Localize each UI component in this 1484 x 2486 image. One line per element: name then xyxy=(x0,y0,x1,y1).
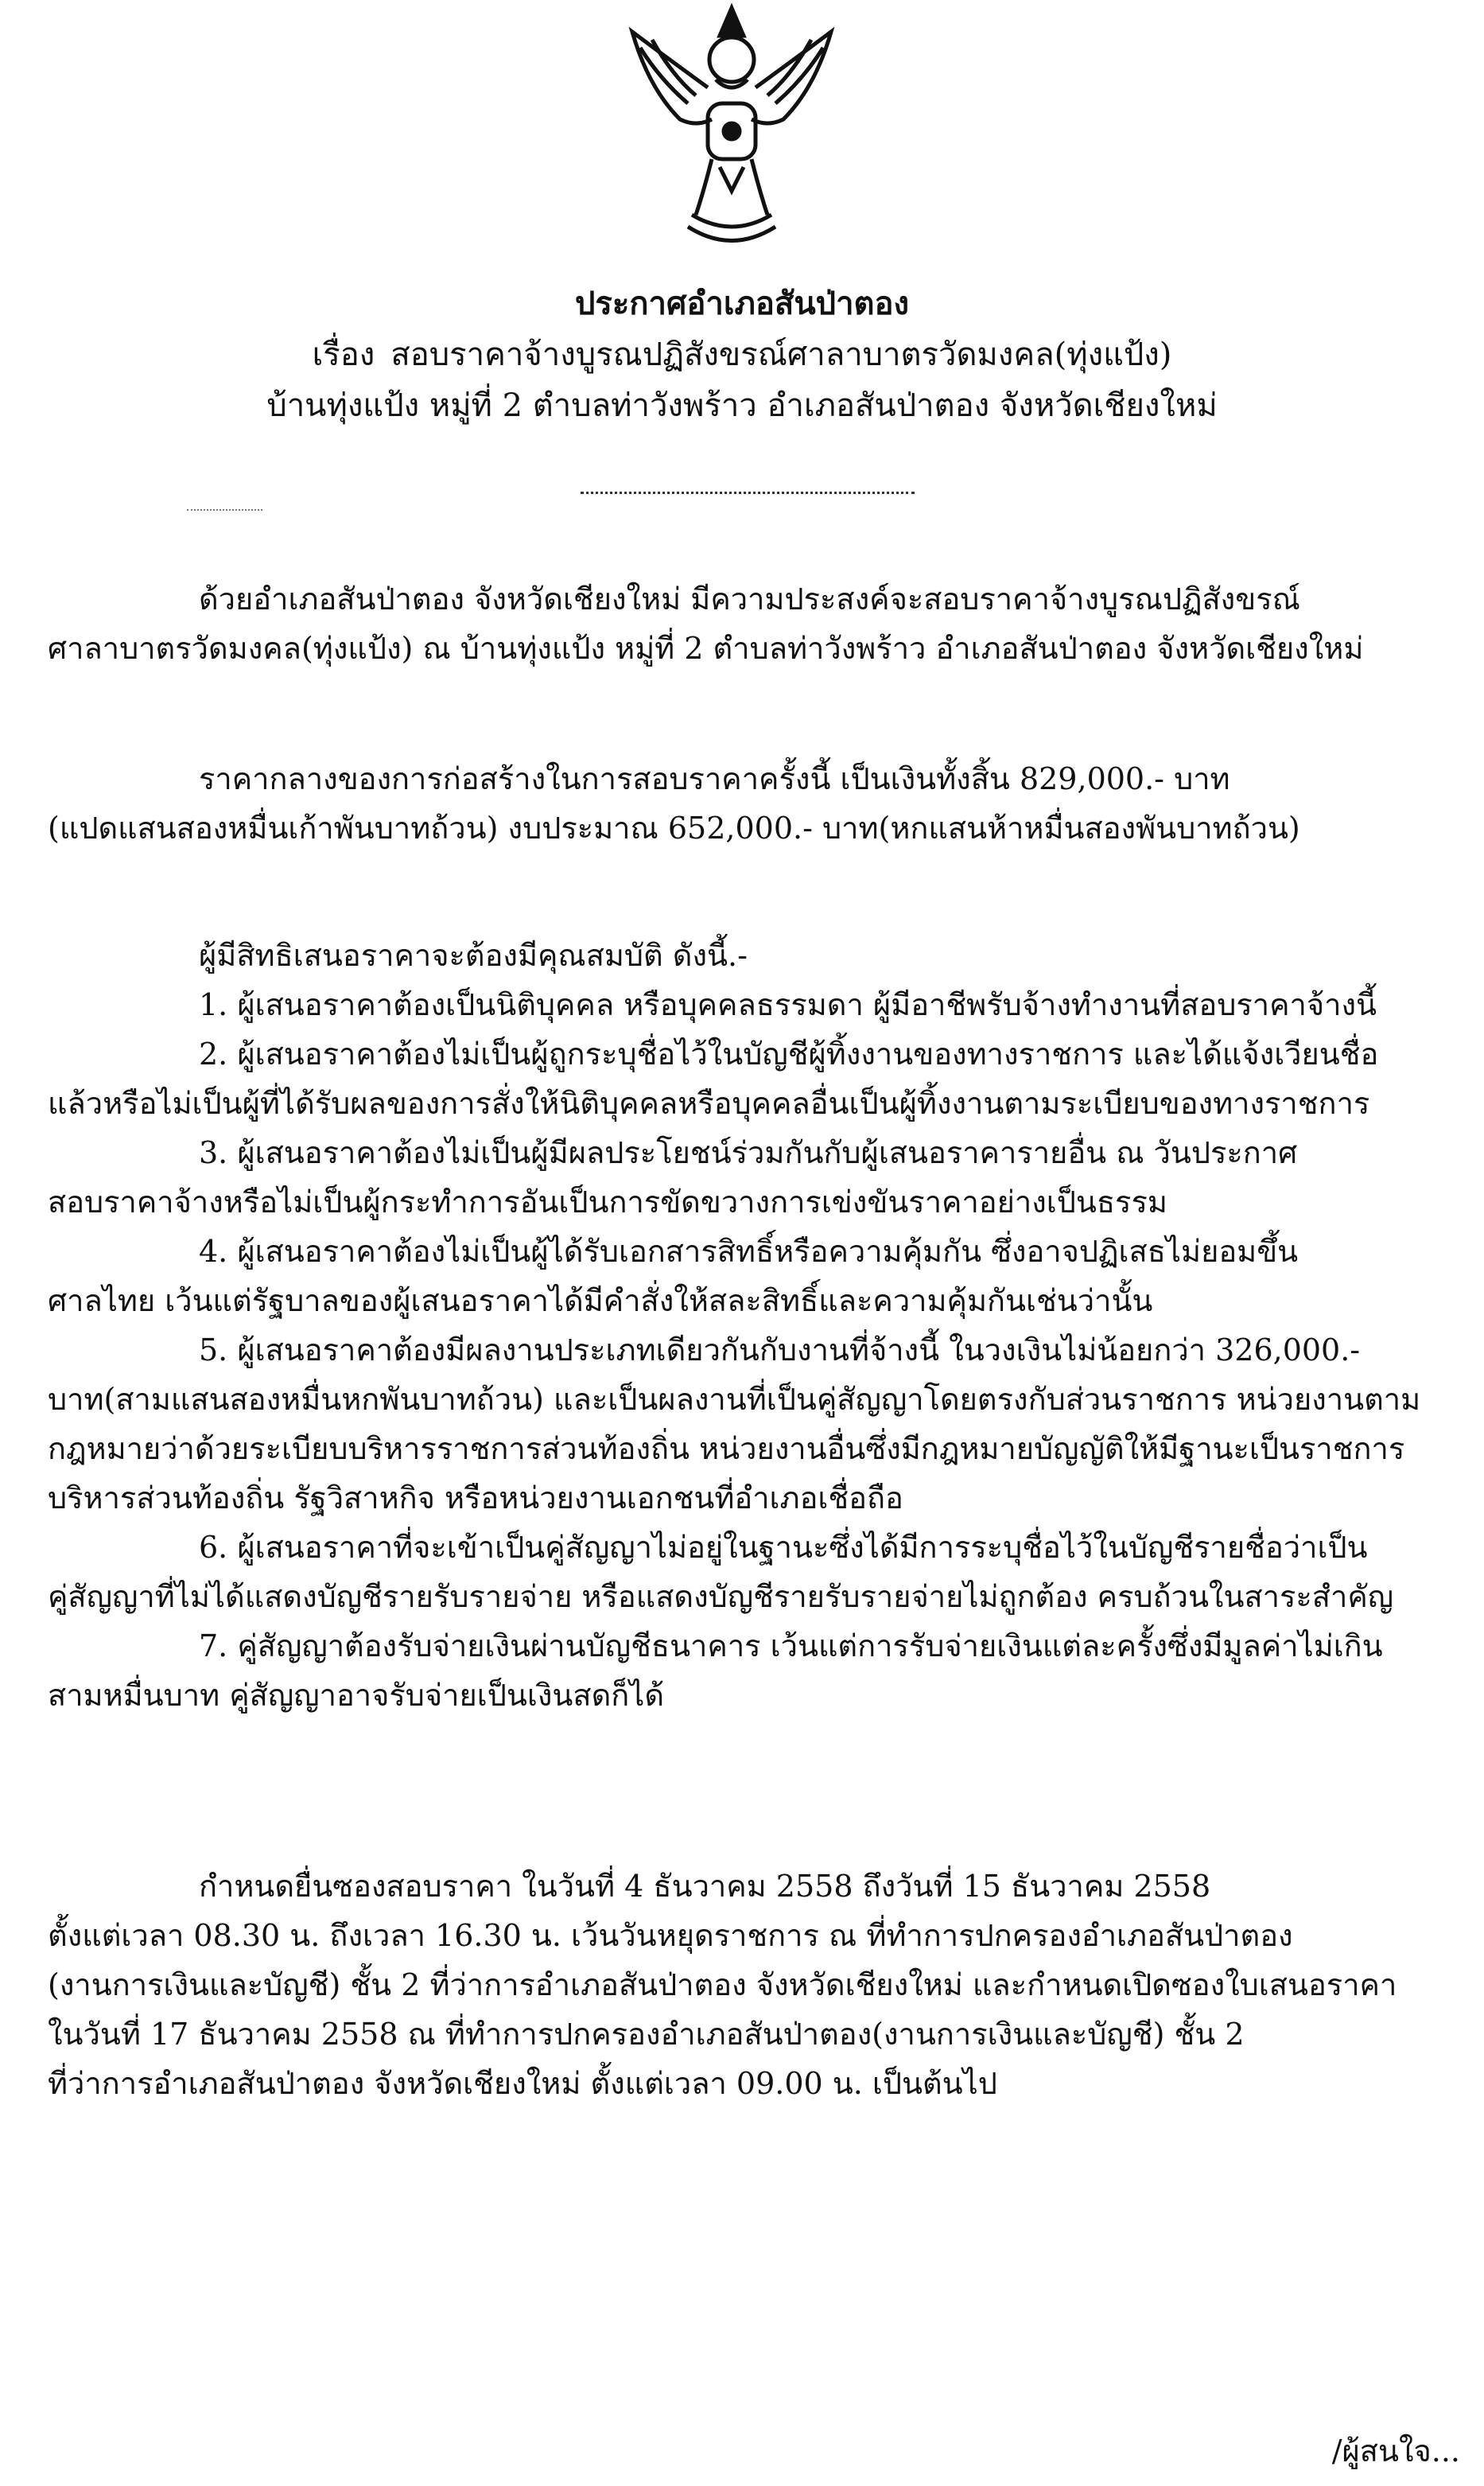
intro-line: ด้วยอำเภอสันป่าตอง จังหวัดเชียงใหม่ มีความประสงค์จะสอบราคาจ้างบูรณปฏิสังขรณ์ xyxy=(199,582,1300,617)
intro-line: ศาลาบาตรวัดมงคล(ทุ่งแป้ง) ณ บ้านทุ่งแป้ง หมู่ที่ 2 ตำบลท่าวังพร้าว อำเภอสันป่าตอง จังหวัดเชียงใหม่ xyxy=(48,631,1364,666)
qualifications-heading: ผู้มีสิทธิเสนอราคาจะต้องมีคุณสมบัติ ดังนี้.- xyxy=(199,938,748,973)
schedule-line: ในวันที่ 17 ธันวาคม 2558 ณ ที่ทำการปกครองอำเภอสันป่าตอง(งานการเงินและบัญชี) ชั้น 2 xyxy=(48,2017,1245,2052)
qualification-item-cont: คู่สัญญาที่ไม่ได้แสดงบัญชีรายรับรายจ่าย หรือแสดงบัญชีรายรับรายจ่ายไม่ถูกต้อง ครบถ้วนในสาระสำคัญ xyxy=(48,1579,1394,1614)
garuda-emblem xyxy=(616,0,847,259)
title-block xyxy=(0,278,1484,431)
subject-location: บ้านทุ่งแป้ง หมู่ที่ 2 ตำบลท่าวังพร้าว อำเภอสันป่าตอง จังหวัดเชียงใหม่ xyxy=(266,387,1218,424)
page-title: ประกาศอำเภอสันป่าตอง xyxy=(574,285,910,322)
qualification-item-cont: แล้วหรือไม่เป็นผู้ที่ได้รับผลของการสั่งให้นิติบุคคลหรือบุคคลอื่นเป็นผู้ทิ้งงานตามระเบียบของทางราชการ xyxy=(48,1086,1370,1121)
qualification-item: 6. ผู้เสนอราคาที่จะเข้าเป็นคู่สัญญาไม่อยู่ในฐานะซึ่งได้มีการระบุชื่อไว้ในบัญชีรายชื่อว่าเป็น xyxy=(199,1530,1368,1565)
price-line: ราคากลางของการก่อสร้างในการสอบราคาครั้งนี้ เป็นเงินทั้งสิ้น 829,000.- บาท xyxy=(199,761,1230,796)
price-line: (แปดแสนสองหมื่นเก้าพันบาทถ้วน) งบประมาณ 652,000.- บาท(หกแสนห้าหมื่นสองพันบาทถ้วน) xyxy=(48,811,1300,846)
schedule-paragraph xyxy=(48,1862,1455,2108)
qualification-item-cont: บาท(สามแสนสองหมื่นหกพันบาทถ้วน) และเป็นผลงานที่เป็นคู่สัญญาโดยตรงกับส่วนราชการ หน่วยงานตาม xyxy=(48,1382,1421,1417)
intro-paragraph xyxy=(48,574,1455,673)
schedule-line: (งานการเงินและบัญชี) ชั้น 2 ที่ว่าการอำเภอสันป่าตอง จังหวัดเชียงใหม่ และกำหนดเปิดซองใบเสนอราคา xyxy=(48,1967,1397,2002)
qualification-item: 2. ผู้เสนอราคาต้องไม่เป็นผู้ถูกระบุชื่อไว้ในบัญชีผู้ทิ้งงานของทางราชการ และได้แจ้งเวียนชื่อ xyxy=(199,1037,1379,1072)
qualification-item-cont: ศาลไทย เว้นแต่รัฐบาลของผู้เสนอราคาได้มีคำสั่งให้สละสิทธิ์และความคุ้มกันเช่นว่านั้น xyxy=(48,1283,1153,1318)
qualification-item: 5. ผู้เสนอราคาต้องมีผลงานประเภทเดียวกันกับงานที่จ้างนี้ ในวงเงินไม่น้อยกว่า 326,000.- xyxy=(199,1332,1361,1367)
qualifications-section xyxy=(48,931,1455,1720)
schedule-line: กำหนดยื่นซองสอบราคา ในวันที่ 4 ธันวาคม 2558 ถึงวันที่ 15 ธันวาคม 2558 xyxy=(199,1869,1211,1904)
dotted-divider xyxy=(581,492,915,494)
schedule-line: ที่ว่าการอำเภอสันป่าตอง จังหวัดเชียงใหม่ ตั้งแต่เวลา 09.00 น. เป็นต้นไป xyxy=(48,2066,997,2101)
subject-label: เรื่อง xyxy=(312,337,375,373)
qualification-item-cont: บริหารส่วนท้องถิ่น รัฐวิสาหกิจ หรือหน่วยงานเอกชนที่อำเภอเชื่อถือ xyxy=(48,1480,903,1515)
subject-text: สอบราคาจ้างบูรณปฏิสังขรณ์ศาลาบาตรวัดมงคล(ทุ่งแป้ง) xyxy=(390,337,1172,373)
schedule-line: ตั้งแต่เวลา 08.30 น. ถึงเวลา 16.30 น. เว้นวันหยุดราชการ ณ ที่ทำการปกครองอำเภอสันป่าตอง xyxy=(48,1918,1293,1953)
qualification-item-cont: กฎหมายว่าด้วยระเบียบบริหารราชการส่วนท้องถิ่น หน่วยงานอื่นซึ่งมีกฎหมายบัญญัติให้มีฐานะเป็นราชการ xyxy=(48,1431,1405,1466)
price-paragraph xyxy=(48,754,1455,853)
continuation-note: /ผู้สนใจ... xyxy=(1331,2433,1460,2468)
qualification-item: 3. ผู้เสนอราคาต้องไม่เป็นผู้มีผลประโยชน์ร่วมกันกับผู้เสนอราคารายอื่น ณ วันประกาศ xyxy=(199,1135,1298,1170)
subject-line xyxy=(0,329,1484,380)
qualification-item: 4. ผู้เสนอราคาต้องไม่เป็นผู้ได้รับเอกสารสิทธิ์หรือความคุ้มกัน ซึ่งอาจปฏิเสธไม่ยอมขึ้น xyxy=(199,1234,1299,1269)
qualification-item-cont: สอบราคาจ้างหรือไม่เป็นผู้กระทำการอันเป็นการขัดขวางการเข่งขันราคาอย่างเป็นธรรม xyxy=(48,1185,1167,1220)
scan-mark xyxy=(187,509,262,511)
qualification-item-cont: สามหมื่นบาท คู่สัญญาอาจรับจ่ายเป็นเงินสดก็ได้ xyxy=(48,1678,665,1713)
qualification-item: 1. ผู้เสนอราคาต้องเป็นนิติบุคคล หรือบุคคลธรรมดา ผู้มีอาชีพรับจ้างทำงานที่สอบราคาจ้างนี้ xyxy=(199,987,1377,1022)
qualification-item: 7. คู่สัญญาต้องรับจ่ายเงินผ่านบัญชีธนาคาร เว้นแต่การรับจ่ายเงินแต่ละครั้งซึ่งมีมูลค่าไม่เกิน xyxy=(199,1628,1383,1663)
